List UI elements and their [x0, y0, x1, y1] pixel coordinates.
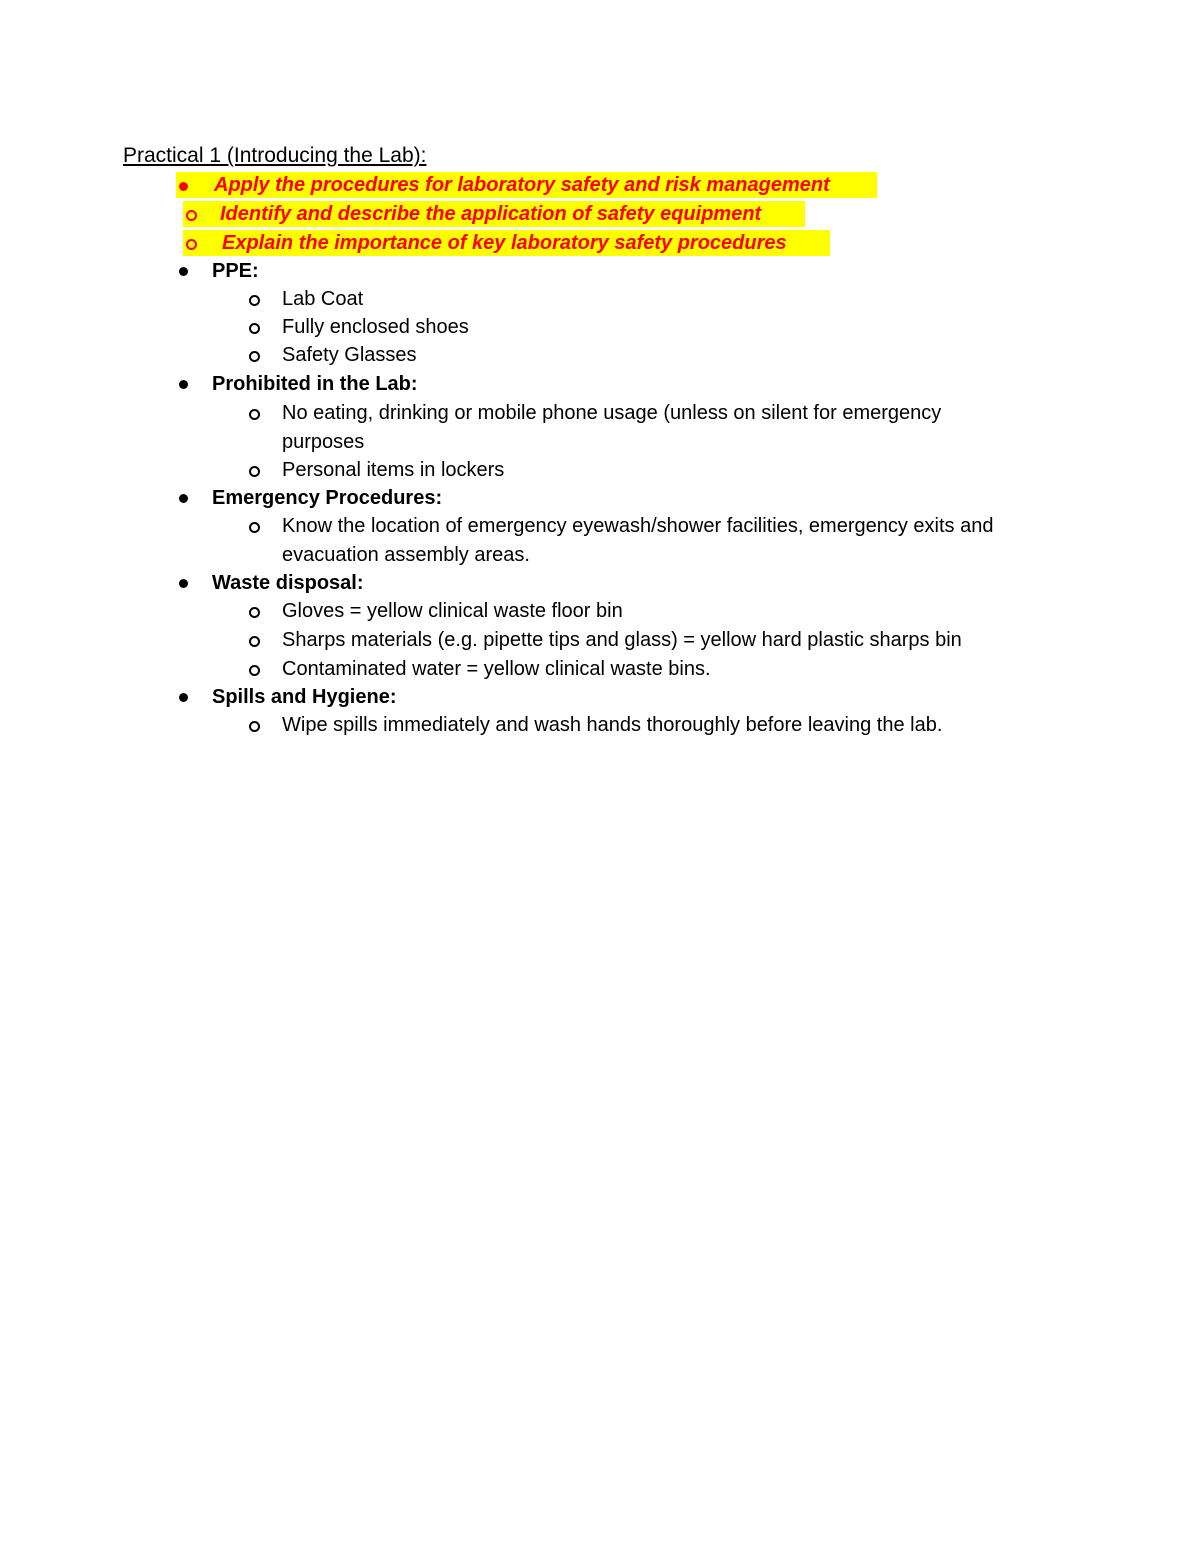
item-circle-icon [249, 466, 260, 477]
page-title: Practical 1 (Introducing the Lab): [123, 144, 427, 167]
list-item: Fully enclosed shoes [282, 316, 469, 338]
section-heading-waste: Waste disposal: [212, 572, 364, 594]
section-heading-prohibited: Prohibited in the Lab: [212, 373, 418, 395]
list-item: Lab Coat [282, 288, 364, 310]
section-bullet-icon [179, 267, 188, 276]
section-bullet-icon [179, 494, 188, 503]
list-item: Sharps materials (e.g. pipette tips and glass) = yellow hard plastic sharps bin [282, 629, 962, 651]
item-circle-icon [249, 607, 260, 618]
section-heading-spills: Spills and Hygiene: [212, 686, 397, 708]
objective-sub-1 [218, 200, 763, 228]
item-circle-icon [249, 721, 260, 732]
objective-circle-icon [186, 239, 197, 250]
list-item-continuation: purposes [282, 431, 365, 453]
section-heading-emergency: Emergency Procedures: [212, 487, 443, 509]
list-item-continuation: evacuation assembly areas. [282, 544, 530, 566]
section-heading-ppe: PPE: [212, 260, 259, 282]
list-item: Personal items in lockers [282, 459, 505, 481]
objective-bullet-icon [179, 182, 188, 191]
item-circle-icon [249, 636, 260, 647]
item-circle-icon [249, 323, 260, 334]
objective-main [212, 171, 832, 199]
list-item: Know the location of emergency eyewash/shower facilities, emergency exits and [282, 515, 994, 537]
objective-sub-2-text: Explain the importance of key laboratory safety procedures [222, 232, 787, 254]
item-circle-icon [249, 409, 260, 420]
list-item: Contaminated water = yellow clinical waste bins. [282, 658, 711, 680]
item-circle-icon [249, 665, 260, 676]
objective-main-text: Apply the procedures for laboratory safety and risk management [214, 174, 830, 196]
list-item: Wipe spills immediately and wash hands thoroughly before leaving the lab. [282, 714, 943, 736]
section-bullet-icon [179, 579, 188, 588]
section-bullet-icon [179, 693, 188, 702]
item-circle-icon [249, 295, 260, 306]
objective-circle-icon [186, 210, 197, 221]
list-item: Gloves = yellow clinical waste floor bin [282, 600, 623, 622]
objective-sub-1-text: Identify and describe the application of safety equipment [220, 203, 762, 225]
item-circle-icon [249, 522, 260, 533]
objective-sub-2 [220, 229, 789, 257]
section-bullet-icon [179, 380, 188, 389]
list-item: No eating, drinking or mobile phone usage (unless on silent for emergency [282, 402, 942, 424]
item-circle-icon [249, 351, 260, 362]
list-item: Safety Glasses [282, 344, 417, 366]
